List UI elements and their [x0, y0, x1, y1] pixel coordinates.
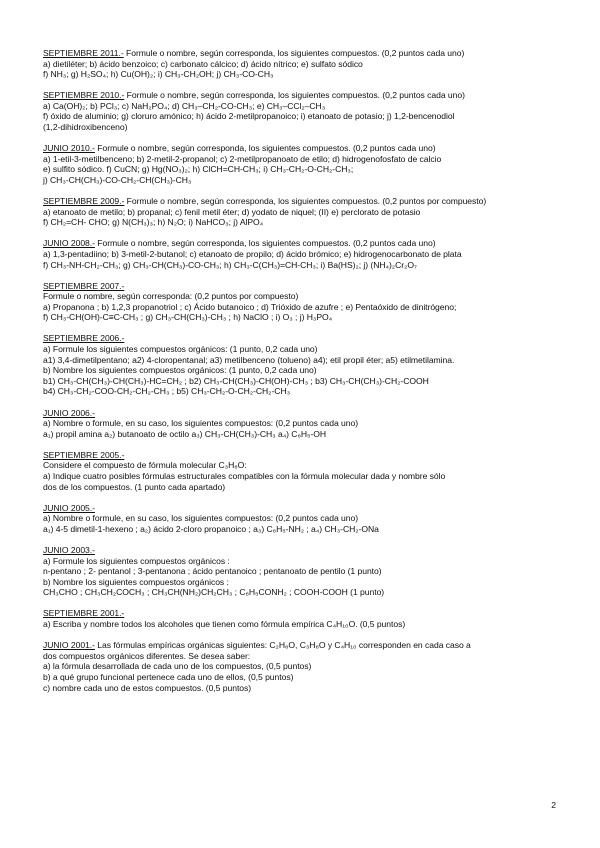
question-line: Formule o nombre, según corresponda: (0,2 puntos por compuesto)	[43, 291, 299, 302]
section-heading-line	[43, 281, 561, 292]
question-line: a) Nombre o formule, en su caso, los siguientes compuestos: (0,2 puntos cada uno)	[43, 513, 359, 524]
section-heading: JUNIO 2005.-	[43, 502, 95, 513]
exam-section	[43, 281, 561, 323]
question-line: f) CH₂=CH- CHO; g) N(CH₃)₃; h) N₂O; i) NaHCO₃; j) AlPO₄	[43, 217, 264, 228]
section-heading-line	[43, 143, 561, 154]
question-line: a) 1-etil-3-metilbenceno; b) 2-metil-2-propanol; c) 2-metilpropanoato de etilo; d) hidrogenofosfato de calcio	[43, 153, 442, 164]
exam-section	[43, 640, 561, 693]
question-line: b1) CH₃-CH(CH₃)-CH(CH₃)-HC=CH₂ ; b2) CH₃-CH(CH₃)-CH(OH)-CH₃ ; b3) CH₃-CH(CH₃)-CH₂-COOH	[43, 375, 429, 386]
question-text: Formule o nombre, según corresponda, los siguientes compuestos. (0,2 puntos cada uno)	[126, 90, 465, 101]
exam-section	[43, 503, 561, 535]
question-line: b) Nombre los siguientes compuestos orgánicos :	[43, 576, 229, 587]
section-heading-line	[43, 408, 561, 419]
exam-section	[43, 238, 561, 270]
exam-section	[43, 408, 561, 440]
question-line: b) Nombre los siguientes compuestos orgánicos: (1 punto, 0,2 cada uno)	[43, 365, 317, 376]
exam-section	[43, 48, 561, 80]
section-heading: SEPTIEMBRE 2011.-	[43, 48, 124, 58]
section-heading: SEPTIEMBRE 2001.-	[43, 608, 125, 619]
section-heading-line	[43, 640, 561, 651]
question-line: (1,2-dihidroxibenceno)	[43, 122, 128, 133]
question-line: a) 1,3-pentadiino; b) 3-metil-2-butanol; c) etanoato de propilo; d) ácido brómico; e) hidrogenocarbonato de plata	[43, 248, 462, 259]
question-line: f) CH₃-CH(OH)-C≡C-CH₃ ; g) CH₃-CH(CH₃)-CH₃ ; h) NaClO ; i) O₃ ; j) H₃PO₄	[43, 312, 333, 323]
section-heading: SEPTIEMBRE 2005.-	[43, 449, 125, 460]
question-line: a₁) 4-5 dimetil-1-hexeno ; a₂) ácido 2-cloro propanoico ; a₃) C₆H₅-NH₂ ; a₄) CH₃-CH₂-ONa	[43, 523, 379, 534]
section-heading: JUNIO 2006.-	[43, 407, 95, 418]
question-line: n-pentano ; 2- pentanol ; 3-pentanona ; ácido pentanoico ; pentanoato de pentilo (1 punto)	[43, 566, 382, 577]
exam-section	[43, 143, 561, 185]
question-line: a) Propanona ; b) 1,2,3 propanotriol ; c) Ácido butanoico ; d) Trióxido de azufre ; e) Pentaóxido de dinitrógeno;	[43, 301, 457, 312]
section-heading-line	[43, 48, 561, 59]
question-line: a₁) propil amina a₂) butanoato de octilo a₃) CH₃-CH(CH₃)-CH₃ a₄) C₆H₅-OH	[43, 428, 327, 439]
section-heading-line	[43, 238, 561, 249]
question-line: f) NH₃; g) H₂SO₄; h) Cu(OH)₂; i) CH₃-CH₂OH; j) CH₃-CO-CH₃	[43, 69, 274, 80]
section-heading-line	[43, 90, 561, 101]
section-heading: JUNIO 2003.-	[43, 544, 95, 555]
exam-section	[43, 450, 561, 492]
section-heading-line	[43, 196, 561, 207]
section-heading: SEPTIEMBRE 2009.-	[43, 196, 125, 207]
question-line: a) Nombre o formule, en su caso, los siguientes compuestos: (0,2 puntos cada uno)	[43, 418, 359, 429]
question-line: CH₃CHO ; CH₃CH₂COCH₃ ; CH₃CH(NH₂)CH₂CH₃ ; C₆H₅CONH₂ ; COOH-COOH (1 punto)	[43, 587, 385, 598]
question-line: b4) CH₃-CH₂-COO-CH₂-CH₂-CH₃ ; b5) CH₃-CH₂-O-CH₂-CH₂-CH₃	[43, 386, 291, 397]
question-line: Considere el compuesto de fórmula molecular C₃H₆O:	[43, 460, 247, 471]
question-line: b) a qué grupo funcional pertenece cada uno de ellos, (0,5 puntos)	[43, 671, 294, 682]
section-heading: JUNIO 2010.-	[43, 143, 95, 154]
section-heading: JUNIO 2001.-	[43, 640, 95, 651]
section-heading: SEPTIEMBRE 2006.-	[43, 333, 125, 344]
question-line: a) Escriba y nombre todos los alcoholes que tienen como fórmula empírica C₄H₁₀O. (0,5 puntos)	[43, 619, 406, 630]
question-line: dos de los compuestos. (1 punto cada apartado)	[43, 481, 226, 492]
question-line: a) Indique cuatro posibles fórmulas estructurales compatibles con la fórmula molecular dada y nombre sólo	[43, 471, 446, 481]
question-text: Formule o nombre, según corresponda, los siguientes compuestos. (0,2 puntos cada uno)	[97, 143, 436, 154]
question-text: Las fórmulas empíricas orgánicas siguientes: C₂H₆O, C₃H₆O y C₄H₁₀ corresponden en cada caso a	[97, 640, 471, 651]
question-line: a) Ca(OH)₂; b) PCl₃; c) NaH₂PO₄; d) CH₃–CH₂-CO-CH₃; e) CH₃–CCl₂–CH₃	[43, 100, 326, 111]
exam-section	[43, 545, 561, 598]
section-heading-line	[43, 503, 561, 514]
exam-section	[43, 196, 561, 228]
question-line: a) etanoato de metilo; b) propanal; c) fenil metil éter; d) yodato de niquel; (II) e) perclorato de potasio	[43, 206, 421, 217]
question-line: a) la fórmula desarrollada de cada uno de los compuestos, (0,5 puntos)	[43, 661, 312, 672]
section-heading: SEPTIEMBRE 2010.-	[43, 90, 125, 101]
question-line: c) nombre cada uno de estos compuestos. (0,5 puntos)	[43, 682, 252, 693]
question-line: e) sulfito sódico. f) CuCN; g) Hg(NO₃)₂; h) ClCH=CH-CH₃; i) CH₃-CH₂-O-CH₂-CH₃;	[43, 164, 354, 175]
question-line: a1) 3,4-dimetilpentano; a2) 4-cloropentanal; a3) metilbenceno (tolueno) a4); etil propil éter; a5) etilmetilamina.	[43, 354, 455, 365]
page-number: 2	[551, 800, 556, 810]
question-line: f) CH₃-NH-CH₂-CH₃; g) CH₃-CH(CH₃)-CO-CH₃; h) CH₃-C(CH₃)=CH-CH₃; i) Ba(HS)₂; j) (NH₄)₂Cr₂O₇	[43, 259, 417, 270]
exam-page	[43, 48, 561, 704]
section-heading: JUNIO 2008.-	[43, 238, 95, 249]
question-line: a) Formule los siguientes compuestos orgánicos :	[43, 555, 230, 566]
question-text: Formule o nombre, según corresponda, los siguientes compuestos. (0,2 puntos por compuesto)	[126, 196, 487, 207]
section-heading-line	[43, 333, 561, 344]
exam-section	[43, 608, 561, 629]
exam-section	[43, 333, 561, 397]
section-heading-line	[43, 608, 561, 619]
question-line: j) CH₃-CH(CH₃)-CO-CH₂-CH(CH₃)-CH₃	[43, 174, 192, 185]
question-text: Formule o nombre, según corresponda, los siguientes compuestos. (0,2 puntos cada uno)	[126, 48, 465, 58]
question-line: f) óxido de aluminio; g) cloruro amónico; h) ácido 2-metilpropanoico; i) etanoato de potasio; j) 1,2-bencenodiol	[43, 111, 455, 122]
section-heading-line	[43, 450, 561, 461]
question-line: a) Formule los siguientes compuestos orgánicos: (1 punto, 0,2 cada uno)	[43, 344, 318, 355]
exam-section	[43, 90, 561, 132]
question-line: a) dietiléter; b) ácido benzoico; c) carbonato cálcico; d) ácido nítrico; e) sulfato sódico	[43, 58, 363, 69]
section-heading-line	[43, 545, 561, 556]
section-heading: SEPTIEMBRE 2007.-	[43, 280, 125, 291]
question-text: Formule o nombre, según corresponda, los siguientes compuestos. (0,2 puntos cada uno)	[97, 238, 436, 249]
question-line: dos compuestos orgánicos diferentes. Se desea saber:	[43, 650, 251, 661]
